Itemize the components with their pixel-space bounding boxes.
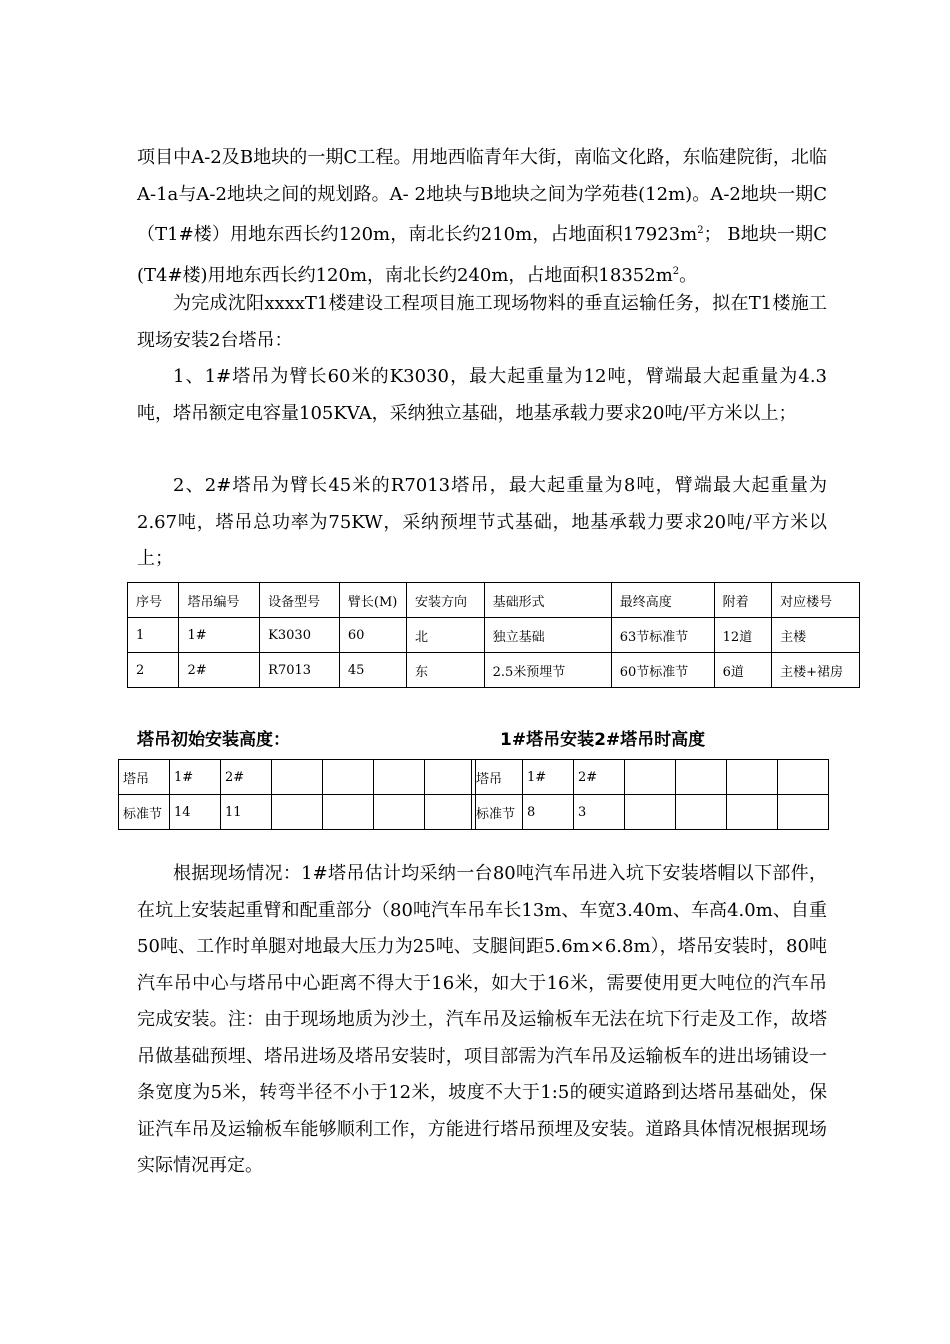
table-header-cell: 安装方向 [406,583,484,618]
table-header-cell: 臂长(M) [339,583,406,618]
table-row [128,653,860,688]
table-cell [323,760,374,795]
table-cell: 45 [339,653,406,688]
table-cell [374,760,425,795]
table-cell [727,795,778,830]
table-cell: K3030 [260,618,340,653]
table-cell [778,795,829,830]
table-cell [778,760,829,795]
table-header-row [128,583,860,618]
table-header-cell: 设备型号 [260,583,340,618]
crane2-paragraph: 2、2#塔吊为臂长45米的R7013塔吊，最大起重量为8吨，臂端最大起重量为2.67吨，塔吊总功率为75KW，采纳预埋节式基础，地基承载力要求20吨/平方米以上； [137,475,827,569]
table-cell: 主楼 [772,618,860,653]
table-cell: 2# [574,760,625,795]
table-cell: 8 [523,795,574,830]
table-cell: 60 [339,618,406,653]
table-cell: 14 [170,795,221,830]
table-cell [676,795,727,830]
table-cell: 63节标准节 [611,618,714,653]
crane-spec-table [127,582,860,688]
table-cell [272,795,323,830]
table-header-cell: 附着 [714,583,772,618]
table-cell [676,760,727,795]
crane1-paragraph: 1、1#塔吊为臂长60米的K3030，最大起重量为12吨，臂端最大起重量为4.3吨，塔吊额定电容量105KVA，采纳独立基础，地基承载力要求20吨/平方米以上； [137,366,827,424]
table-cell: 东 [406,653,484,688]
table-cell [727,760,778,795]
table-cell: 11 [221,795,272,830]
initial-height-heading: 塔吊初始安装高度： [137,730,290,750]
table-cell: 1# [523,760,574,795]
table-cell: 1# [170,760,221,795]
table-cell [625,760,676,795]
table-cell: 塔吊 [119,760,170,795]
table-cell: 2.5米预埋节 [484,653,611,688]
table-cell: R7013 [260,653,340,688]
table-cell: 6道 [714,653,772,688]
table-cell [625,795,676,830]
table-cell: 12道 [714,618,772,653]
table-header-cell: 序号 [128,583,179,618]
table-cell: 3 [574,795,625,830]
table-cell [272,760,323,795]
table-cell: 1# [179,618,260,653]
install-height-table [471,759,829,830]
table-cell: 60节标准节 [611,653,714,688]
table-cell: 独立基础 [484,618,611,653]
install-height-heading: 1#塔吊安装2#塔吊时高度 [500,730,706,750]
table-cell: 1 [128,618,179,653]
table-cell [374,795,425,830]
table-cell: 北 [406,618,484,653]
table-header-cell: 对应楼号 [772,583,860,618]
intro-paragraph: 项目中A-2及B地块的一期C工程。用地西临青年大街，南临文化路，东临建院街，北临A-1a与A-2地块之间的规划路。A- 2地块与B地块之间为学苑巷(12m)。A-2地块一期C（T1#楼）用地东西长约120m，南北长约210m，占地面积$17923m^2$； B地块一期C (T4#楼)用地东西长约120m，南北长约240m，占地面积$18352m^2$。 [137,147,827,286]
table-cell: 塔吊 [472,760,523,795]
table-cell [323,795,374,830]
table-row [119,760,476,795]
table-cell [425,795,476,830]
table-header-cell: 塔吊编号 [179,583,260,618]
table-row [119,795,476,830]
table-row [472,795,829,830]
table-cell: 2# [179,653,260,688]
table-cell [425,760,476,795]
table-cell: 标准节 [119,795,170,830]
table-header-cell: 最终高度 [611,583,714,618]
task-paragraph: 为完成沈阳xxxxT1楼建设工程项目施工现场物料的垂直运输任务，拟在T1楼施工现场安装2台塔吊： [137,293,827,351]
initial-height-table [118,759,476,830]
table-row [128,618,860,653]
table-cell: 标准节 [472,795,523,830]
table-cell: 2 [128,653,179,688]
table-cell: 2# [221,760,272,795]
table-row [472,760,829,795]
table-cell: 主楼+裙房 [772,653,860,688]
table-header-cell: 基础形式 [484,583,611,618]
site-conditions-paragraph: 根据现场情况：1#塔吊估计均采纳一台80吨汽车吊进入坑下安装塔帽以下部件，在坑上安装起重臂和配重部分（80吨汽车吊车长13m、车宽3.40m、车高4.0m、自重50吨、工作时单腿对地最大压力为25吨、支腿间距5.6m×6.8m），塔吊安装时，80吨汽车吊中心与塔吊中心距离不得大于16米，如大于16米，需要使用更大吨位的汽车吊完成安装。注：由于现场地质为沙土，汽车吊及运输板车无法在坑下行走及工作，故塔吊做基础预埋、塔吊进场及塔吊安装时，项目部需为汽车吊及运输板车的进出场铺设一条宽度为5米，转弯半径不小于12米，坡度不大于1:5的硬实道路到达塔吊基础处，保证汽车吊及运输板车能够顺利工作，方能进行塔吊预埋及安装。道路具体情况根据现场实际情况再定。 [137,863,827,1176]
